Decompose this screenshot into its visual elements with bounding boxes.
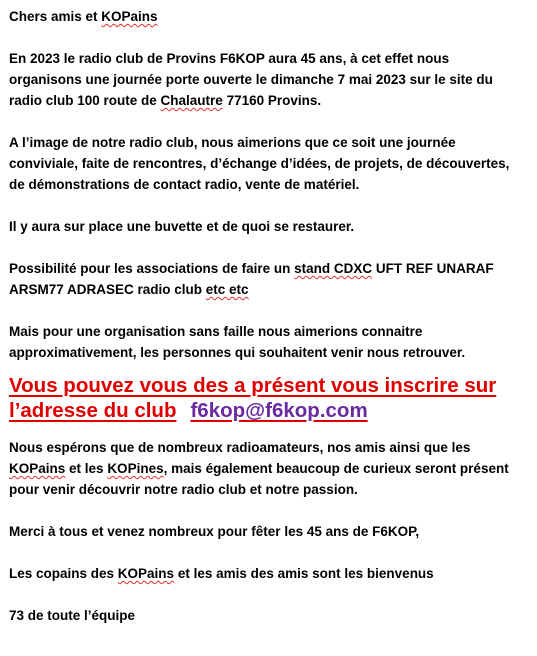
invite-block [9,363,531,431]
paragraph-announcement [9,48,531,111]
kopains-text: KOPains [9,461,66,476]
paragraph-welcome [9,563,531,584]
invite-line-2-wrap [9,398,531,423]
announcement-line-2: organisons une journée porte ouverte le dimanche 7 mai 2023 sur le site du [9,72,493,87]
paragraph-organisation [9,321,531,363]
announcement-line-1: En 2023 le radio club de Provins F6KOP aura 45 ans, à cet effet nous [9,51,450,66]
hopes-line-3: pour venir découvrir notre radio club et notre passion. [9,482,358,497]
etc-text: etc etc [205,282,249,297]
paragraph-hopes [9,437,531,500]
organisation-line-1: Mais pour une organisation sans faille nous aimerions connaitre [9,324,423,339]
stand-text: stand CDXC [294,261,373,276]
associations-line-1: Possibilité pour les associations de faire un [9,261,295,276]
welcome-kopains: KOPains [117,566,175,581]
announcement-line-3: radio club 100 route de [9,93,161,108]
buvette-text: Il y aura sur place une buvette et de quoi se restaurer. [9,219,355,234]
paragraph-associations [9,258,531,300]
wishes-line-1: A l’image de notre radio club, nous aimerions que ce soit une journée [9,135,456,150]
hopes-line-2-mid: et les [65,461,108,476]
wishes-line-2: conviviale, faite de rencontres, d’échange d’idées, de projets, de découvertes, [9,156,510,171]
place-name: Chalautre [160,93,223,108]
greeting-text: Chers amis et [9,9,102,24]
associations-line-2: ARSM77 ADRASEC radio club [9,282,206,297]
greeting-name: KOPains [101,9,158,24]
wishes-line-3: de démonstrations de contact radio, vente de matériel. [9,177,360,192]
associations-line-1-end: UFT REF UNARAF [372,261,494,276]
invite-line-2: l’adresse du club [9,399,177,422]
announcement-line-3-end: 77160 Provins. [222,93,322,108]
paragraph-thanks [9,521,531,542]
welcome-start: Les copains des [9,566,118,581]
hopes-line-1: Nous espérons que de nombreux radioamateurs, nos amis ainsi que les [9,440,471,455]
thanks-text: Merci à tous et venez nombreux pour fêter les 45 ans de F6KOP, [9,524,420,539]
kopines-text: KOPines [107,461,164,476]
signature-text: 73 de toute l’équipe [9,608,136,623]
greeting [9,6,531,27]
signature [9,605,531,626]
paragraph-buvette [9,216,531,237]
hopes-line-2-end: , mais également beaucoup de curieux seront présent [163,461,509,476]
document-body [9,0,531,626]
organisation-line-2: approximativement, les personnes qui souhaitent venir nous retrouver. [9,345,466,360]
welcome-end: et les amis des amis sont les bienvenus [174,566,434,581]
paragraph-wishes [9,132,531,195]
invite-line-1: Vous pouvez vous des a présent vous inscrire sur [9,374,497,397]
email-link[interactable]: f6kop@f6kop.com [190,399,368,422]
